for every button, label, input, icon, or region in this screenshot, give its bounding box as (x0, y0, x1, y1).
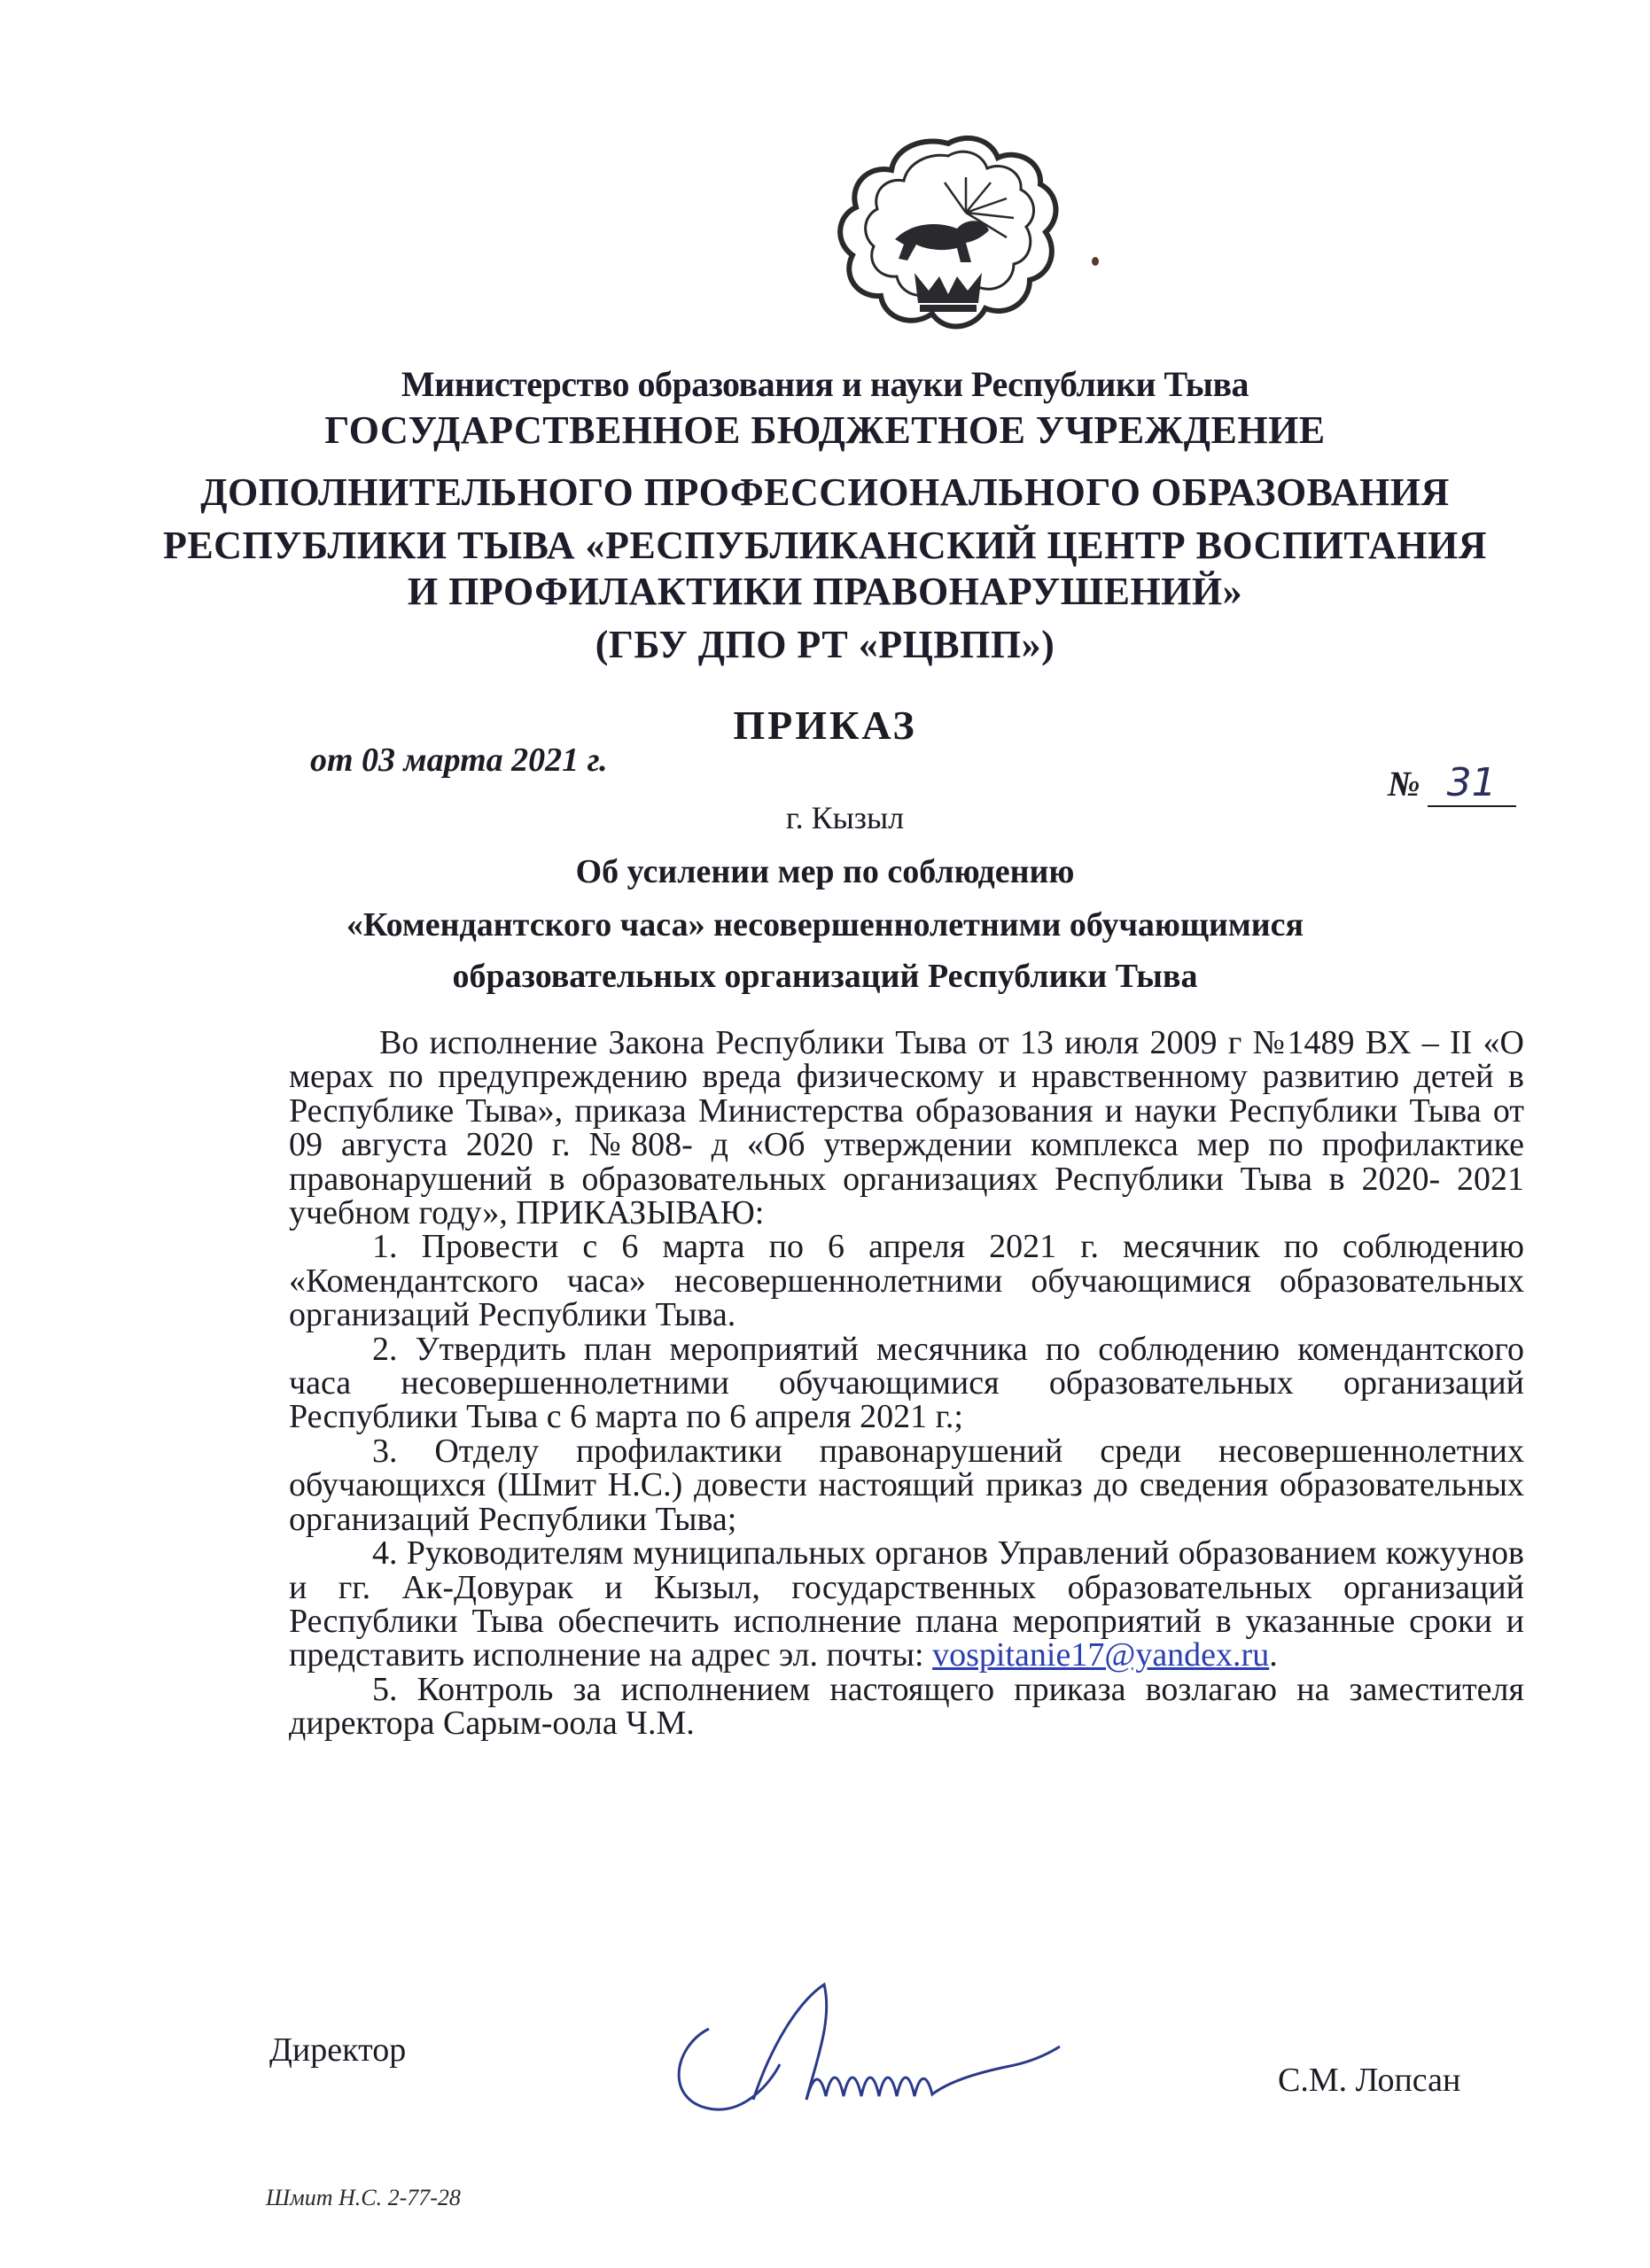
subject-line-3: образовательных организаций Республики Тыва (452, 958, 1198, 995)
institution-abbreviation: (ГБУ ДПО РТ «РЦВПП») (595, 623, 1055, 666)
director-name: С.М. Лопсан (1278, 2062, 1461, 2099)
institution-line-1: ГОСУДАРСТВЕННОЕ БЮДЖЕТНОЕ УЧРЕЖДЕНИЕ (324, 408, 1326, 452)
tuva-coat-of-arms-icon (833, 133, 1063, 346)
order-item-4-end: . (1269, 1636, 1278, 1674)
institution-line-3: РЕСПУБЛИКИ ТЫВА «РЕСПУБЛИКАНСКИЙ ЦЕНТР ВОСПИТАНИЯ (162, 524, 1488, 567)
order-city: г. Кызыл (785, 800, 905, 835)
subject-line-1: Об усилении мер по соблюдению (575, 853, 1075, 890)
order-number-value: 31 (1428, 760, 1516, 807)
handwritten-signature-icon (656, 1967, 1072, 2126)
ministry-name: Министерство образования и науки Республики Тыва (401, 364, 1249, 404)
order-item-3: 3. Отделу профилактики правонарушений среди несовершеннолетних обучающихся (Шмит Н.С.) довести настоящий приказ до сведения образовательных организаций Республики Тыва; (289, 1432, 1524, 1538)
executor-contact: Шмит Н.С. 2-77-28 (266, 2185, 461, 2210)
preamble-paragraph: Во исполнение Закона Республики Тыва от 13 июля 2009 г №1489 ВХ – II «О мерах по предупреждению вреда физическому и нравственному развитию детей в Республике Тыва», приказа Министерства образования и науки Республики Тыва от 09 августа 2020 г. №808- д «Об утверждении комплекса мер по профилактике правонарушений в образовательных организациях Республики Тыва в 2020- 2021 учебном году», ПРИКАЗЫВАЮ: (289, 1024, 1524, 1232)
order-item-1: 1. Провести с 6 марта по 6 апреля 2021 г. месячник по соблюдению «Комендантского часа» несовершеннолетними обучающимися образовательных организаций Республики Тыва. (289, 1228, 1524, 1334)
order-item-4-text: 4. Руководителям муниципальных органов Управлений образованием кожуунов и гг. Ак-Довурак и Кызыл, государственных образовательных организаций Республики Тыва обеспечить исполнение плана мероприятий в указанные сроки и представить исполнение на адрес эл. почты: (289, 1534, 1524, 1674)
ink-speck (1092, 257, 1099, 266)
director-title: Директор (269, 2031, 407, 2069)
subject-line-2: «Комендантского часа» несовершеннолетними обучающимися (346, 906, 1304, 944)
order-item-4 (289, 1536, 1524, 1673)
order-item-2: 2. Утвердить план мероприятий месячника по соблюдению комендантского часа несовершеннолетними обучающимися образовательных организаций Республики Тыва с 6 марта по 6 апреля 2021 г.; (289, 1330, 1524, 1436)
order-number-label: № (1388, 764, 1420, 804)
institution-line-2: ДОПОЛНИТЕЛЬНОГО ПРОФЕССИОНАЛЬНОГО ОБРАЗОВАНИЯ (200, 470, 1450, 514)
institution-line-4: И ПРОФИЛАКТИКИ ПРАВОНАРУШЕНИЙ» (407, 570, 1243, 613)
order-date: от 03 марта 2021 г. (310, 742, 608, 779)
order-item-5: 5. Контроль за исполнением настоящего приказа возлагаю на заместителя директора Сарым-оола Ч.М. (289, 1670, 1524, 1743)
email-link[interactable]: vospitanie17@yandex.ru (932, 1636, 1270, 1674)
order-body (289, 1026, 1524, 1741)
document-title: ПРИКАЗ (733, 703, 917, 748)
